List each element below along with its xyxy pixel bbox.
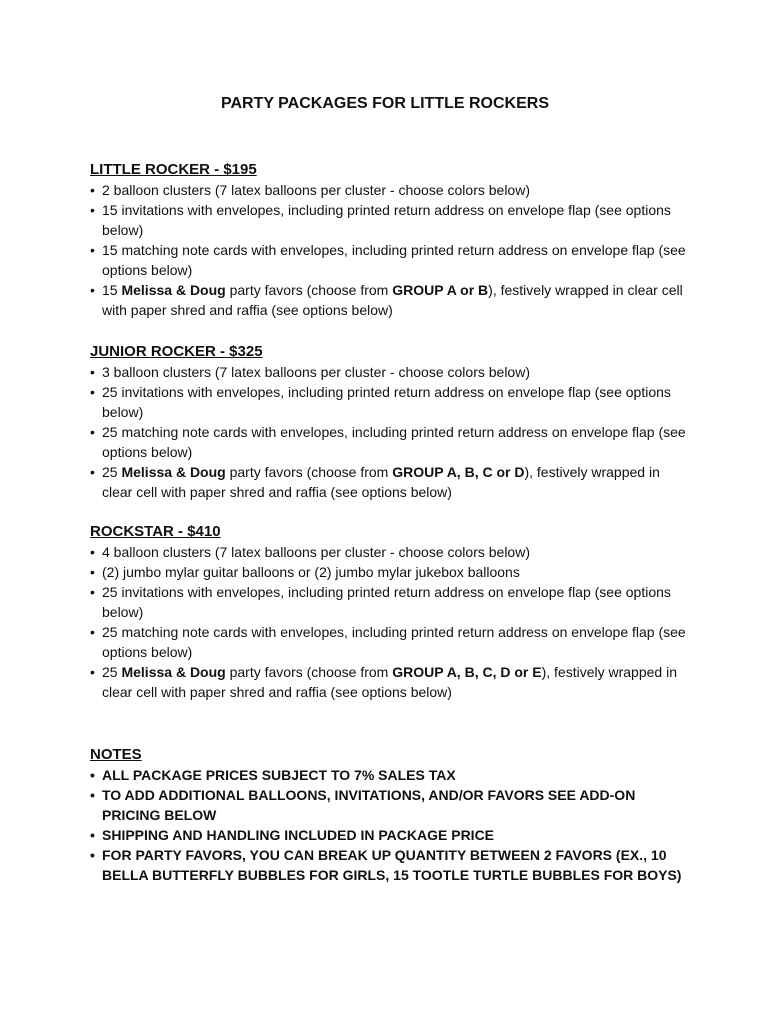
bullet-marker: •	[90, 202, 95, 218]
note-item	[90, 785, 690, 825]
package-item-list	[90, 180, 690, 320]
list-item	[90, 462, 690, 502]
item-text: 2 balloon clusters (7 latex balloons per cluster - choose colors below)	[102, 182, 530, 198]
bullet-marker: •	[90, 767, 95, 783]
package-little-rocker	[90, 160, 690, 320]
package-item-list	[90, 362, 690, 502]
package-heading: JUNIOR ROCKER - $325	[90, 343, 263, 360]
page-title: PARTY PACKAGES FOR LITTLE ROCKERS	[220, 95, 549, 112]
bullet-marker: •	[90, 364, 95, 380]
item-text: 25	[102, 664, 122, 680]
note-text: FOR PARTY FAVORS, YOU CAN BREAK UP QUANTITY BETWEEN 2 FAVORS (EX., 10 BELLA BUTTERFLY BUBBLES FOR GIRLS, 15 TOOTLE TURTLE BUBBLES FOR BOYS)	[102, 847, 682, 883]
item-text: ), festively wrapped in clear cell with paper shred and raffia (see options below)	[102, 664, 677, 700]
list-item	[90, 382, 690, 422]
note-item	[90, 845, 690, 885]
item-text: ), festively wrapped in clear cell with paper shred and raffia (see options below)	[102, 282, 683, 318]
bullet-marker: •	[90, 584, 95, 600]
bullet-marker: •	[90, 424, 95, 440]
list-item	[90, 240, 690, 280]
item-text: ), festively wrapped in clear cell with paper shred and raffia (see options below)	[102, 464, 660, 500]
item-text: 25 invitations with envelopes, including printed return address on envelope flap (see options below)	[102, 584, 671, 620]
list-item	[90, 662, 690, 702]
bullet-marker: •	[90, 182, 95, 198]
bullet-marker: •	[90, 664, 95, 680]
bullet-marker: •	[90, 787, 95, 803]
item-text: 3 balloon clusters (7 latex balloons per cluster - choose colors below)	[102, 364, 530, 380]
bold-text: Melissa & Doug	[121, 464, 226, 480]
item-text: party favors (choose from	[225, 464, 393, 480]
list-item	[90, 542, 690, 562]
notes-section	[90, 745, 690, 885]
list-item	[90, 362, 690, 382]
bullet-marker: •	[90, 564, 95, 580]
package-junior-rocker	[90, 342, 690, 502]
note-text: SHIPPING AND HANDLING INCLUDED IN PACKAGE PRICE	[102, 827, 495, 843]
list-item	[90, 622, 690, 662]
item-text: 25 matching note cards with envelopes, including printed return address on envelope flap (see options below)	[102, 424, 686, 460]
note-item	[90, 765, 690, 785]
note-text: ALL PACKAGE PRICES SUBJECT TO 7% SALES TAX	[102, 767, 456, 783]
notes-heading: NOTES	[90, 746, 142, 763]
list-item	[90, 180, 690, 200]
bullet-marker: •	[90, 544, 95, 560]
bold-text: Melissa & Doug	[121, 664, 226, 680]
item-text: party favors (choose from	[225, 664, 393, 680]
note-text: TO ADD ADDITIONAL BALLOONS, INVITATIONS, AND/OR FAVORS SEE ADD-ON PRICING BELOW	[102, 787, 636, 823]
item-text: 15 invitations with envelopes, including printed return address on envelope flap (see options below)	[102, 202, 671, 238]
bold-text: GROUP A, B, C or D	[392, 464, 525, 480]
list-item	[90, 280, 690, 320]
package-item-list	[90, 542, 690, 702]
package-rockstar	[90, 522, 690, 702]
bullet-marker: •	[90, 624, 95, 640]
bullet-marker: •	[90, 242, 95, 258]
bullet-marker: •	[90, 847, 95, 863]
item-text: party favors (choose from	[225, 282, 393, 298]
item-text: (2) jumbo mylar guitar balloons or (2) jumbo mylar jukebox balloons	[102, 564, 520, 580]
package-heading: ROCKSTAR - $410	[90, 523, 221, 540]
note-item	[90, 825, 690, 845]
bullet-marker: •	[90, 827, 95, 843]
bold-text: GROUP A or B	[392, 282, 489, 298]
list-item	[90, 422, 690, 462]
item-text: 15 matching note cards with envelopes, including printed return address on envelope flap (see options below)	[102, 242, 686, 278]
notes-list	[90, 765, 690, 885]
list-item	[90, 582, 690, 622]
list-item	[90, 562, 690, 582]
item-text: 25 invitations with envelopes, including printed return address on envelope flap (see options below)	[102, 384, 671, 420]
bold-text: GROUP A, B, C, D or E	[392, 664, 542, 680]
bullet-marker: •	[90, 464, 95, 480]
package-heading: LITTLE ROCKER - $195	[90, 161, 257, 178]
item-text: 25	[102, 464, 122, 480]
item-text: 15	[102, 282, 122, 298]
item-text: 25 matching note cards with envelopes, including printed return address on envelope flap (see options below)	[102, 624, 686, 660]
bullet-marker: •	[90, 384, 95, 400]
bullet-marker: •	[90, 282, 95, 298]
list-item	[90, 200, 690, 240]
item-text: 4 balloon clusters (7 latex balloons per cluster - choose colors below)	[102, 544, 530, 560]
bold-text: Melissa & Doug	[121, 282, 226, 298]
